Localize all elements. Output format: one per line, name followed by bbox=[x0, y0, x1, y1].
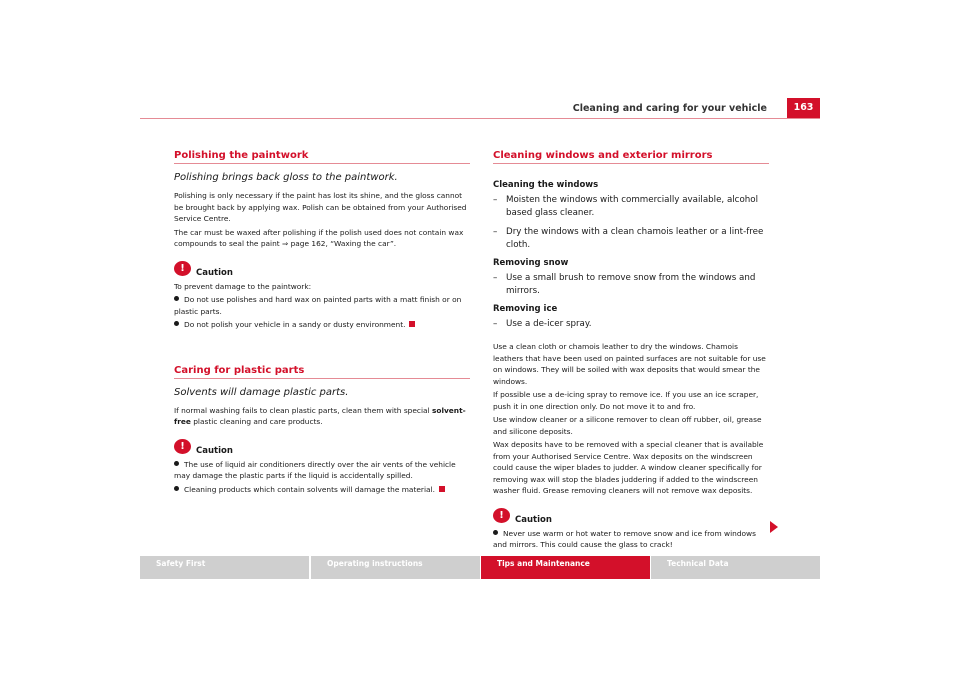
windows-paragraph-4: Wax deposits have to be removed with a special cleaner that is available from your Authorised Service Centre. Wax deposits on the windscreen could cause the wiper blades to judder. A window cleaner specifically for removing wax will stop the blades juddering if added to the windscreen washer fluid. Grease removing cleaners will not remove wax deposits. bbox=[493, 440, 764, 495]
windows-caution-bullet: Never use warm or hot water to remove snow and ice from windows and mirrors. This could cause the glass to crack! bbox=[493, 528, 756, 549]
warning-icon: ! bbox=[493, 508, 510, 523]
next-page-arrow-icon[interactable] bbox=[770, 521, 778, 533]
heading-removing-snow: Removing snow bbox=[493, 258, 569, 268]
section-subtitle-plastic: Solvents will damage plastic parts. bbox=[174, 386, 349, 398]
caution-heading-polishing bbox=[174, 260, 470, 278]
caution-label: Caution bbox=[515, 514, 552, 525]
warning-icon: ! bbox=[174, 439, 191, 454]
bullet-icon bbox=[174, 461, 179, 466]
tab-tips-and-maintenance[interactable]: Tips and Maintenance bbox=[481, 556, 650, 579]
heading-cleaning-windows: Cleaning the windows bbox=[493, 180, 599, 190]
polish-caution-intro: To prevent damage to the paintwork: bbox=[174, 281, 312, 291]
polish-caution-bullet-2: Do not polish your vehicle in a sandy or dusty environment. bbox=[174, 319, 470, 331]
heading-removing-ice: Removing ice bbox=[493, 304, 558, 314]
step-dry: – Dry the windows with a clean chamois leather or a lint-free cloth. bbox=[493, 227, 764, 250]
polish-paragraph-1: Polishing is only necessary if the paint has lost its shine, and the gloss cannot be brought back by applying wax. Polish can be obtained from your Authorised Service Centre. bbox=[174, 191, 467, 223]
header-divider bbox=[140, 118, 820, 119]
bullet-icon bbox=[174, 296, 179, 301]
section-title-plastic: Caring for plastic parts bbox=[174, 365, 470, 379]
step-moisten: – Moisten the windows with commercially available, alcohol based glass cleaner. bbox=[493, 195, 759, 218]
section-title-polishing: Polishing the paintwork bbox=[174, 150, 470, 164]
section-subtitle-polishing: Polishing brings back gloss to the paintwork. bbox=[174, 172, 398, 183]
caution-label: Caution bbox=[196, 445, 233, 456]
caution-heading-windows bbox=[493, 507, 769, 525]
polish-caution-bullet-1: Do not use polishes and hard wax on painted parts with a matt finish or on plastic parts. bbox=[174, 295, 462, 316]
tab-safety-first[interactable]: Safety First bbox=[140, 556, 309, 579]
left-column bbox=[174, 150, 470, 497]
plastic-paragraph-1: If normal washing fails to clean plastic parts, clean them with special solvent-free plastic cleaning and care products. bbox=[174, 405, 466, 426]
step-brush: – Use a small brush to remove snow from the windows and mirrors. bbox=[493, 273, 756, 296]
windows-paragraph-3: Use window cleaner or a silicone remover to clean off rubber, oil, grease and silicone deposits. bbox=[493, 415, 762, 436]
windows-paragraph-2: If possible use a de-icing spray to remove ice. If you use an ice scraper, push it in one direction only. Do not move it to and fro. bbox=[493, 390, 759, 411]
plastic-caution-bullet-2: Cleaning products which contain solvents will damage the material. bbox=[174, 484, 470, 496]
page-number: 163 bbox=[787, 98, 820, 118]
running-header-title: Cleaning and caring for your vehicle bbox=[572, 103, 767, 114]
plastic-caution-bullet-1: The use of liquid air conditioners directly over the air vents of the vehicle may damage the plastic parts if the liquid is accidentally spilled. bbox=[174, 459, 456, 480]
caution-label: Caution bbox=[196, 267, 233, 278]
warning-icon: ! bbox=[174, 261, 191, 276]
bullet-icon bbox=[493, 530, 498, 535]
tab-operating-instructions[interactable]: Operating instructions bbox=[311, 556, 480, 579]
section-end-icon bbox=[439, 486, 445, 492]
right-column bbox=[493, 150, 769, 553]
step-deicer: – Use a de-icer spray. bbox=[493, 319, 592, 329]
windows-paragraph-1: Use a clean cloth or chamois leather to dry the windows. Chamois leathers that have been used on painted surfaces are not suitable for use on windows. They will be soiled with wax deposits that would smear the windows. bbox=[493, 342, 766, 386]
section-title-windows: Cleaning windows and exterior mirrors bbox=[493, 150, 769, 164]
polish-paragraph-2: The car must be waxed after polishing if the polish used does not contain wax compounds to seal the paint ⇒ page 162, “Waxing the car”. bbox=[174, 227, 464, 248]
bullet-icon bbox=[174, 486, 179, 491]
caution-heading-plastic bbox=[174, 438, 470, 456]
tab-technical-data[interactable]: Technical Data bbox=[651, 556, 820, 579]
bullet-icon bbox=[174, 321, 179, 326]
section-end-icon bbox=[409, 321, 415, 327]
